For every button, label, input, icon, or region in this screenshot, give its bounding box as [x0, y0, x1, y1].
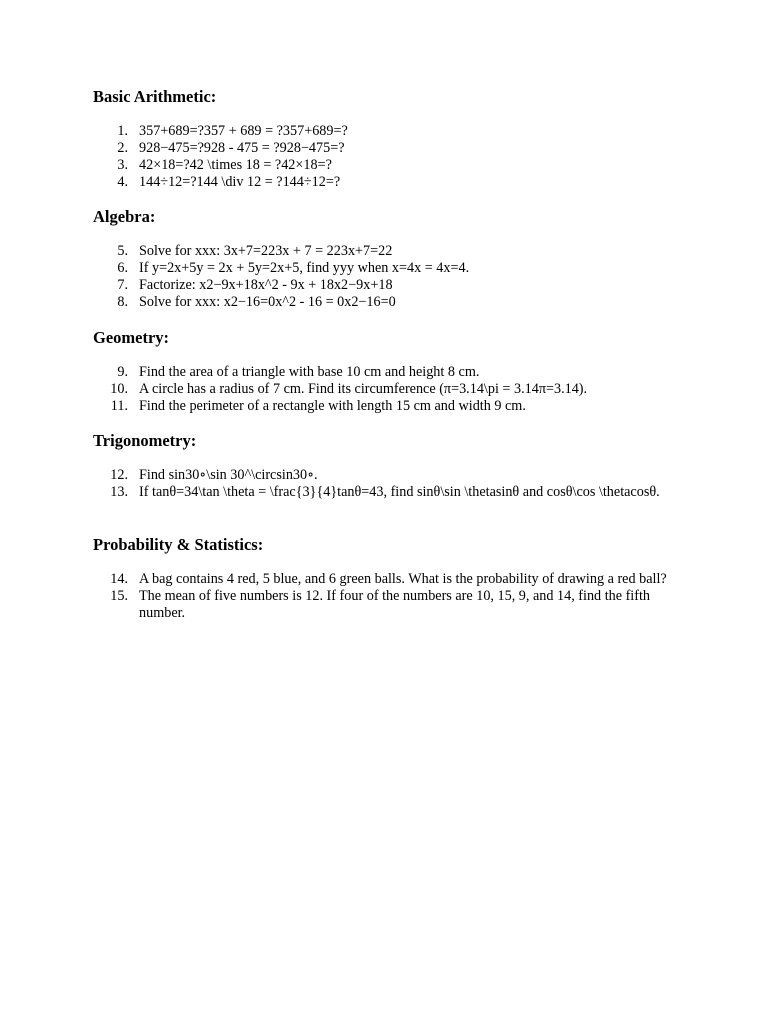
- list-item: [93, 277, 683, 294]
- item-number: 10.: [110, 381, 128, 397]
- section-probability-statistics: [93, 534, 683, 622]
- item-text: 928−475=?928 - 475 = ?928−475=?: [139, 140, 345, 156]
- section-heading: Geometry:: [93, 328, 170, 347]
- item-number: 4.: [117, 174, 128, 190]
- problem-list: [93, 467, 683, 501]
- item-text: 42×18=?42 \times 18 = ?42×18=?: [139, 157, 332, 173]
- section-heading: Basic Arithmetic:: [93, 87, 217, 106]
- item-number: 5.: [117, 243, 128, 259]
- list-item: [93, 467, 683, 484]
- section-geometry: [93, 327, 683, 430]
- item-text: Solve for xxx: x2−16=0x^2 - 16 = 0x2−16=0: [139, 294, 396, 310]
- list-item: [93, 174, 683, 191]
- item-text: Find the area of a triangle with base 10 cm and height 8 cm.: [139, 364, 480, 380]
- list-item: [93, 294, 683, 311]
- list-item: [93, 588, 683, 622]
- list-item: [93, 140, 683, 157]
- item-number: 3.: [117, 157, 128, 173]
- item-text: The mean of five numbers is 12. If four of the numbers are 10, 15, 9, and 14, find the fifth number.: [139, 588, 651, 621]
- list-item: [93, 243, 683, 260]
- list-item: [93, 157, 683, 174]
- problem-list: [93, 571, 683, 622]
- item-text: Find the perimeter of a rectangle with length 15 cm and width 9 cm.: [139, 398, 526, 414]
- document-page: [93, 86, 683, 622]
- item-number: 9.: [117, 364, 128, 380]
- section-trigonometry: [93, 430, 683, 534]
- item-number: 12.: [110, 467, 128, 483]
- item-number: 2.: [117, 140, 128, 156]
- list-item: [93, 260, 683, 277]
- list-item: [93, 381, 683, 398]
- item-number: 15.: [110, 588, 128, 604]
- item-number: 14.: [110, 571, 128, 587]
- item-text: If y=2x+5y = 2x + 5y=2x+5, find yyy when x=4x = 4x=4.: [139, 260, 470, 276]
- item-text: If tanθ=34\tan \theta = \frac{3}{4}tanθ=43, find sinθ\sin \thetasinθ and cosθ\cos \thetacosθ.: [139, 484, 660, 500]
- item-number: 7.: [117, 277, 128, 293]
- item-text: 144÷12=?144 \div 12 = ?144÷12=?: [139, 174, 341, 190]
- problem-list: [93, 243, 683, 311]
- list-item: [93, 398, 683, 415]
- item-text: Solve for xxx: 3x+7=223x + 7 = 223x+7=22: [139, 243, 393, 259]
- item-number: 11.: [110, 398, 128, 414]
- section-heading: Algebra:: [93, 207, 156, 226]
- item-number: 6.: [117, 260, 128, 276]
- section-heading: Trigonometry:: [93, 431, 197, 450]
- list-item: [93, 123, 683, 140]
- section-heading: Probability & Statistics:: [93, 535, 264, 554]
- list-item: [93, 364, 683, 381]
- item-text: Factorize: x2−9x+18x^2 - 9x + 18x2−9x+18: [139, 277, 393, 293]
- item-text: Find sin30∘\sin 30^\circsin30∘.: [139, 467, 318, 483]
- list-item: [93, 484, 683, 501]
- item-number: 8.: [117, 294, 128, 310]
- section-algebra: [93, 206, 683, 327]
- item-text: A circle has a radius of 7 cm. Find its circumference (π=3.14\pi = 3.14π=3.14).: [139, 381, 588, 397]
- item-text: A bag contains 4 red, 5 blue, and 6 green balls. What is the probability of drawing a red ball?: [139, 571, 667, 587]
- item-text: 357+689=?357 + 689 = ?357+689=?: [139, 123, 348, 139]
- list-item: [93, 571, 683, 588]
- item-number: 13.: [110, 484, 128, 500]
- section-basic-arithmetic: [93, 86, 683, 206]
- problem-list: [93, 364, 683, 415]
- problem-list: [93, 123, 683, 191]
- item-number: 1.: [117, 123, 128, 139]
